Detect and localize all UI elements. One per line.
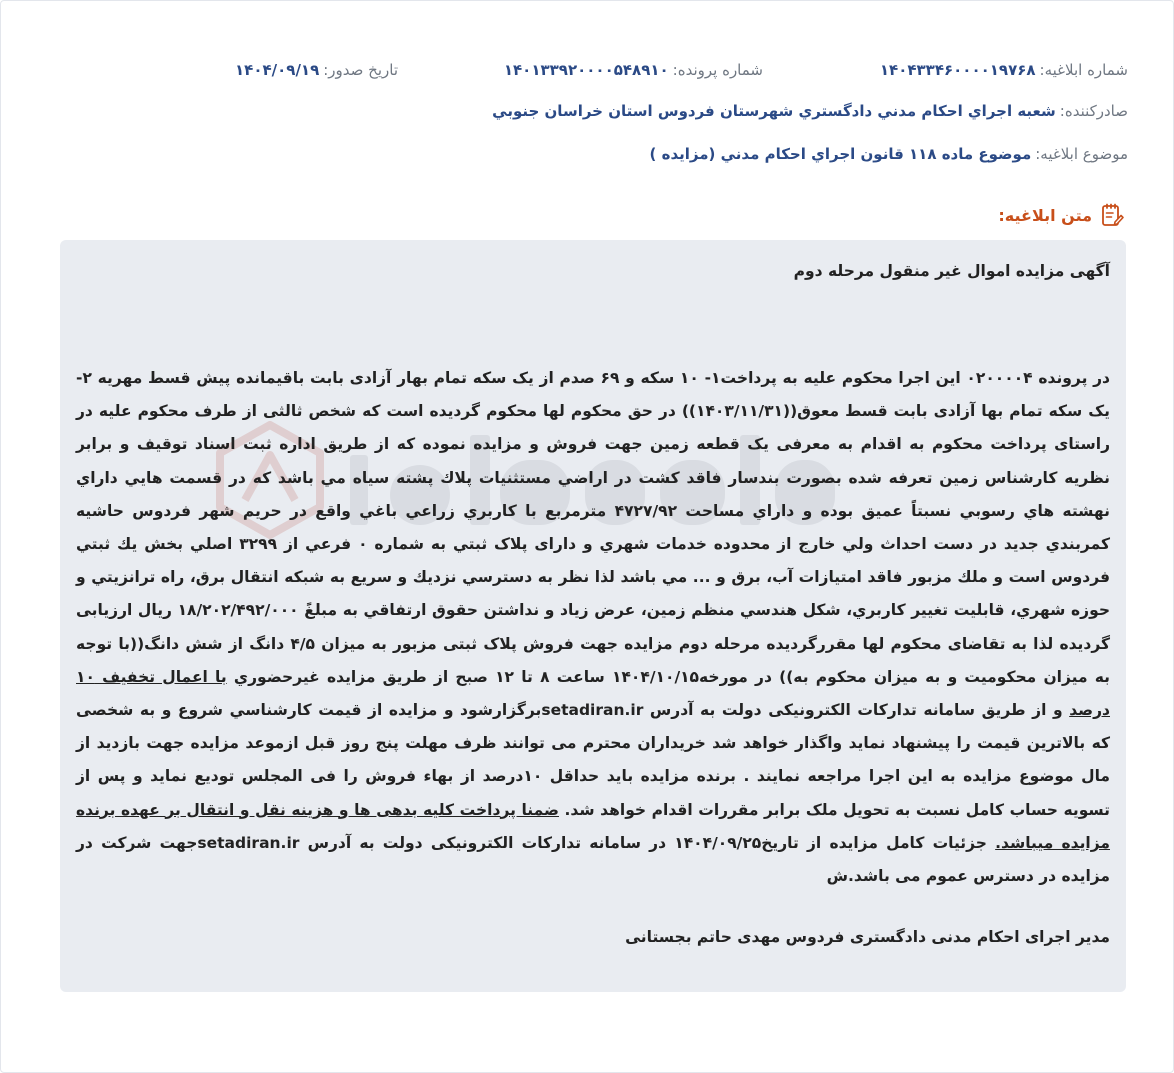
- announcement-text: [76, 362, 1110, 893]
- notice-number-value: ۱۴۰۴۳۳۴۶۰۰۰۰۱۹۷۶۸: [879, 61, 1036, 79]
- notice-body: [60, 240, 1126, 992]
- issue-date-label: تاريخ صدور:: [323, 61, 398, 79]
- notice-number: [880, 61, 1128, 79]
- issuer-label: صادرکننده:: [1059, 102, 1128, 120]
- fees-underlined: ضمنا پرداخت كليه بدهی ها و هزينه نقل و انتقال بر عهده برنده مزايده ميباشد.: [76, 800, 1110, 852]
- meta-row-issuer: [46, 98, 1128, 124]
- document-edit-icon: [1098, 201, 1126, 229]
- announcement-paragraph-3: جزئيات كامل مزايده از تاريخ۱۴۰۴/۰۹/۲۵ در سامانه تداركات الكترونيكی دولت به آدرس setadiran.irجهت شركت در مزايده در دسترس عموم می باشد.ش: [76, 833, 1110, 886]
- notice-number-label: شماره ابلاغيه:: [1039, 61, 1128, 79]
- issuer-value: شعبه اجراي احكام مدني دادگستري شهرستان فردوس استان خراسان جنوبي: [492, 102, 1056, 120]
- subject-value: موضوع ماده ۱۱۸ قانون اجراي احكام مدني (مزايده ): [649, 145, 1032, 163]
- section-title: متن ابلاغيه:: [998, 205, 1092, 225]
- subject-label: موضوع ابلاغيه:: [1035, 145, 1128, 163]
- issue-date-value: ۱۴۰۴/۰۹/۱۹: [235, 61, 320, 79]
- case-number-value: ۱۴۰۱۳۳۹۲۰۰۰۰۵۴۸۹۱۰: [503, 61, 669, 79]
- meta-row-ids: [46, 57, 1128, 83]
- case-number: [504, 61, 763, 79]
- section-header: [998, 200, 1126, 230]
- discount-underlined: با اعمال تخفیف ۱۰ درصد: [76, 667, 1110, 720]
- announcement-paragraph-1: در پرونده ۰۲۰۰۰۰۴ این اجرا محکوم علیه به پرداخت۱- ۱۰ سکه و ۶۹ صدم از یک سکه تمام بهار آزادی بابت باقیمانده پیش قسط مهریه ۲- یک سکه تمام بها آزادی بابت قسط معوق((۱۴۰۳/۱۱/۳۱)) در حق محکوم لها محکوم گردیده است که شخص ثالثی از طرف محکوم علیه در راستای پرداخت محکوم به اقدام به معرفی یک قطعه زمین جهت فروش و مزایده نموده که از طریق اداره ثبت اسناد توقیف و برابر نظریه کارشناس زمین تعرفه شده بصورت بندسار فاقد كشت در اراضي مستثنيات پلاك پشته سياه مي باشد كه در قسمت هايي داراي نهشته هاي رسوبي نسبتاً عميق بوده و داراي مساحت ۴۷۲۷/۹۲ مترمربع با كاربري زراعي باغي واقع در حريم شهر فردوس حاشيه كمربندي جديد در دست احداث ولي خارج از محدوده خدمات شهري و دارای پلاک ثبتي به شماره ۰ فرعي از ۳۲۹۹ اصلي بخش يك ثبتي فردوس است و ملك مزبور فاقد امتيازات آب، برق و ... مي باشد لذا نظر به دسترسي نزديك و سريع به شبكه انتقال برق، راه ترانزيتي و حوزه شهري، قابليت تغيير كاربري، شكل هندسي منظم زمين، عرض زياد و نداشتن حقوق ارتفاقي به مبلغً ۱۸/۲۰۲/۴۹۲/۰۰۰ ريال ارزيابی گرديده لذا به تقاضای محکوم لها مقررگرديده مرحله دوم مزايده جهت فروش پلاک ثبتی مزبور به ميزان ۴/۵ دانگ از شش دانگ((با توجه به میزان محکومیت و به میزان محکوم به)) در مورخه۱۴۰۴/۱۰/۱۵ ساعت ۸ تا ۱۲ صبح از طريق مزايده غيرحضوري: [76, 369, 1111, 686]
- signature: مدير اجرای احكام مدنی دادگستری فردوس مهدی حاتم بجستانی: [625, 928, 1110, 946]
- announcement-heading: آگهی مزایده اموال غیر منقول مرحله دوم: [793, 262, 1110, 280]
- announcement-paragraph-2: و از طريق سامانه تداركات الكترونيكی دولت به آدرس setadiran.irبرگزارشود و مزايده از قيمت كارشناسي شروع و به شخصی كه بالاترين قيمت را پيشنهاد نمايد واگذار خواهد شد خريداران محترم می توانند ظرف مهلت پنج روز قبل ازموعد مزايده جهت بازديد از مال موضوع مزايده به اين اجرا مراجعه نمايند . برنده مزايده بايد حداقل ۱۰درصد از بهاء فروش را فی المجلس توديع نمايد و پس از تسويه حساب كامل نسبت به تحويل ملک برابر مقررات اقدام خواهد شد.: [76, 701, 1110, 819]
- issue-date: [235, 61, 398, 79]
- meta-row-subject: [46, 141, 1128, 167]
- case-number-label: شماره پرونده:: [672, 61, 763, 79]
